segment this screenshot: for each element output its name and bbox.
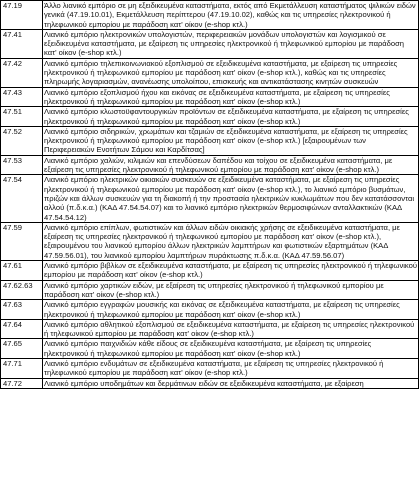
activity-code: 47.61 [1, 261, 43, 281]
activity-description: Λιανικό εμπόριο ηλεκτρικών οικιακών συσκευών σε εξειδικευμένα καταστήματα, με εξαίρεση τις υπηρεσίες ηλεκτρονικού ή τηλεφωνικού εμπορίου με παράδοση κατ' οίκον (e-shop κτλ.), το λιανικό εμπόριο βυσμάτων, πριζών και άλλων συσκευών για τη διακοπή ή την προστασία ηλεκτρικών κυκλωμάτων που δεν κατατάσσονται αλλού (π.δ.κ.α.) (ΚΑΔ 47.54.54.07) και το λιανικό εμπόριο ηλεκτρικών θερμοσιφώνων ανταλλακτικών (ΚΑΔ 47.54.54.12) [43, 175, 419, 222]
activity-code: 47.51 [1, 107, 43, 127]
activity-code: 47.71 [1, 358, 43, 378]
table-row [1, 358, 419, 378]
table-row [1, 280, 419, 300]
table-row [1, 126, 419, 155]
activity-description: Λιανικό εμπόριο ηλεκτρονικών υπολογιστών, περιφερειακών μονάδων υπολογιστών και λογισμικού σε εξειδικευμένα καταστήματα, με εξαίρεση τις υπηρεσίες ηλεκτρονικού ή τηλεφωνικού εμπορίου με παράδοση κατ' οίκον (e-shop κτλ.) [43, 29, 419, 58]
activity-code: 47.19 [1, 1, 43, 30]
table-row [1, 339, 419, 359]
table-row [1, 175, 419, 222]
activity-code: 47.65 [1, 339, 43, 359]
activity-code: 47.54 [1, 175, 43, 222]
table-row [1, 300, 419, 320]
table-body [1, 1, 419, 389]
table-row [1, 378, 419, 388]
activity-description: Άλλο λιανικό εμπόριο σε μη εξειδικευμένα καταστήματα, εκτός από Εκμετάλλευση καταστήματος ψιλικών ειδών γενικά (47.19.10.01), Εκμετάλλευση περίπτερου (47.19.10.02), καθώς και τις υπηρεσίες ηλεκτρονικού ή τηλεφωνικού εμπορίου με παράδοση κατ' οίκον (e-shop κτλ.) [43, 1, 419, 30]
activity-description: Λιανικό εμπόριο τηλεπικοινωνιακού εξοπλισμού σε εξειδικευμένα καταστήματα, με εξαίρεση τις υπηρεσίες ηλεκτρονικού ή τηλεφωνικού εμπορίου με παράδοση κατ' οίκον (e-shop κτλ.), καθώς και τις υπηρεσίες πληρωμής λογαριασμών, ανανέωσης υπολοίπου, επισκευής και αντικατάστασης κινητών συσκευών [43, 58, 419, 87]
table-row [1, 107, 419, 127]
activity-code: 47.63 [1, 300, 43, 320]
activity-description: Λιανικό εμπόριο αθλητικού εξοπλισμού σε εξειδικευμένα καταστήματα, με εξαίρεση τις υπηρεσίες ηλεκτρονικού ή τηλεφωνικού εμπορίου με παράδοση κατ' οίκον (e-shop κτλ.) [43, 319, 419, 339]
activity-description: Λιανικό εμπόριο ενδυμάτων σε εξειδικευμένα καταστήματα, με εξαίρεση τις υπηρεσίες ηλεκτρονικού ή τηλεφωνικού εμπορίου με παράδοση κατ' οίκον (e-shop κτλ.) [43, 358, 419, 378]
activity-code: 47.42 [1, 58, 43, 87]
activity-code: 47.52 [1, 126, 43, 155]
table-row [1, 222, 419, 260]
activity-description: Λιανικό εμπόριο χαλιών, κιλιμιών και επενδύσεων δαπέδου και τοίχου σε εξειδικευμένα καταστήματα, με εξαίρεση τις υπηρεσίες ηλεκτρονικού ή τηλεφωνικού εμπορίου με παράδοση κατ' οίκον (e-shop κτλ.) [43, 155, 419, 175]
activity-description: Λιανικό εμπόριο χαρτικών ειδών, με εξαίρεση τις υπηρεσίες ηλεκτρονικού ή τηλεφωνικού εμπορίου με παράδοση κατ' οίκον (e-shop κτλ.) [43, 280, 419, 300]
activity-description: Λιανικό εμπόριο επίπλων, φωτιστικών και άλλων ειδών οικιακής χρήσης σε εξειδικευμένα καταστήματα, με εξαίρεση τις υπηρεσίες ηλεκτρονικού ή τηλεφωνικού εμπορίου με παράδοση κατ' οίκον (e-shop κτλ.), εξαιρουμένου του λιανικού εμπορίου άλλων ηλεκτρικών λαμπτήρων και φωτιστικών εξαρτημάτων (ΚΑΔ 47.59.56.01), του λιανικού εμπορίου λαμπτήρων πυράκτωσης π.δ.κ.α. (ΚΑΔ 47.59.56.07) [43, 222, 419, 260]
activity-code: 47.64 [1, 319, 43, 339]
activity-description: Λιανικό εμπόριο σιδηρικών, χρωμάτων και τζαμιών σε εξειδικευμένα καταστήματα, με εξαίρεση τις υπηρεσίες ηλεκτρονικού ή τηλεφωνικού εμπορίου με παράδοση κατ' οίκον (e-shop κτλ.) [εξαιρουμένων των Περιφερειακών Ενοτήτων Σάμου και Καρδίτσας] [43, 126, 419, 155]
table-row [1, 87, 419, 107]
activity-description: Λιανικό εμπόριο κλωστοϋφαντουργικών προϊόντων σε εξειδικευμένα καταστήματα, με εξαίρεση τις υπηρεσίες ηλεκτρονικού ή τηλεφωνικού εμπορίου με παράδοση κατ' οίκον (e-shop κτλ.) [43, 107, 419, 127]
activity-code: 47.41 [1, 29, 43, 58]
activity-code: 47.59 [1, 222, 43, 260]
activity-description: Λιανικό εμπόριο παιχνιδιών κάθε είδους σε εξειδικευμένα καταστήματα, με εξαίρεση τις υπηρεσίες ηλεκτρονικού ή τηλεφωνικού εμπορίου με παράδοση κατ' οίκον (e-shop κτλ.) [43, 339, 419, 359]
table-row [1, 261, 419, 281]
activity-code: 47.43 [1, 87, 43, 107]
activity-code: 47.72 [1, 378, 43, 388]
activity-description: Λιανικό εμπόριο βιβλίων σε εξειδικευμένα καταστήματα, με εξαίρεση τις υπηρεσίες ηλεκτρονικού ή τηλεφωνικού εμπορίου με παράδοση κατ' οίκον (e-shop κτλ.) [44, 261, 418, 280]
table-row [1, 1, 419, 30]
activity-description: Λιανικό εμπόριο εξοπλισμού ήχου και εικόνας σε εξειδικευμένα καταστήματα, με εξαίρεση τις υπηρεσίες ηλεκτρονικού ή τηλεφωνικού εμπορίου με παράδοση κατ' οίκον (e-shop κτλ.) [43, 87, 419, 107]
table-row [1, 29, 419, 58]
table-row [1, 319, 419, 339]
table-row [1, 155, 419, 175]
table-row [1, 58, 419, 87]
activity-description: Λιανικό εμπόριο εγγραφών μουσικής και εικόνας σε εξειδικευμένα καταστήματα, με εξαίρεση τις υπηρεσίες ηλεκτρονικού ή τηλεφωνικού εμπορίου με παράδοση κατ' οίκον (e-shop κτλ.) [43, 300, 419, 320]
activity-code: 47.62.63 [1, 280, 43, 300]
activity-code: 47.53 [1, 155, 43, 175]
activity-description: Λιανικό εμπόριο υποδημάτων και δερμάτινων ειδών σε εξειδικευμένα καταστήματα, με εξαίρεση [43, 378, 419, 388]
